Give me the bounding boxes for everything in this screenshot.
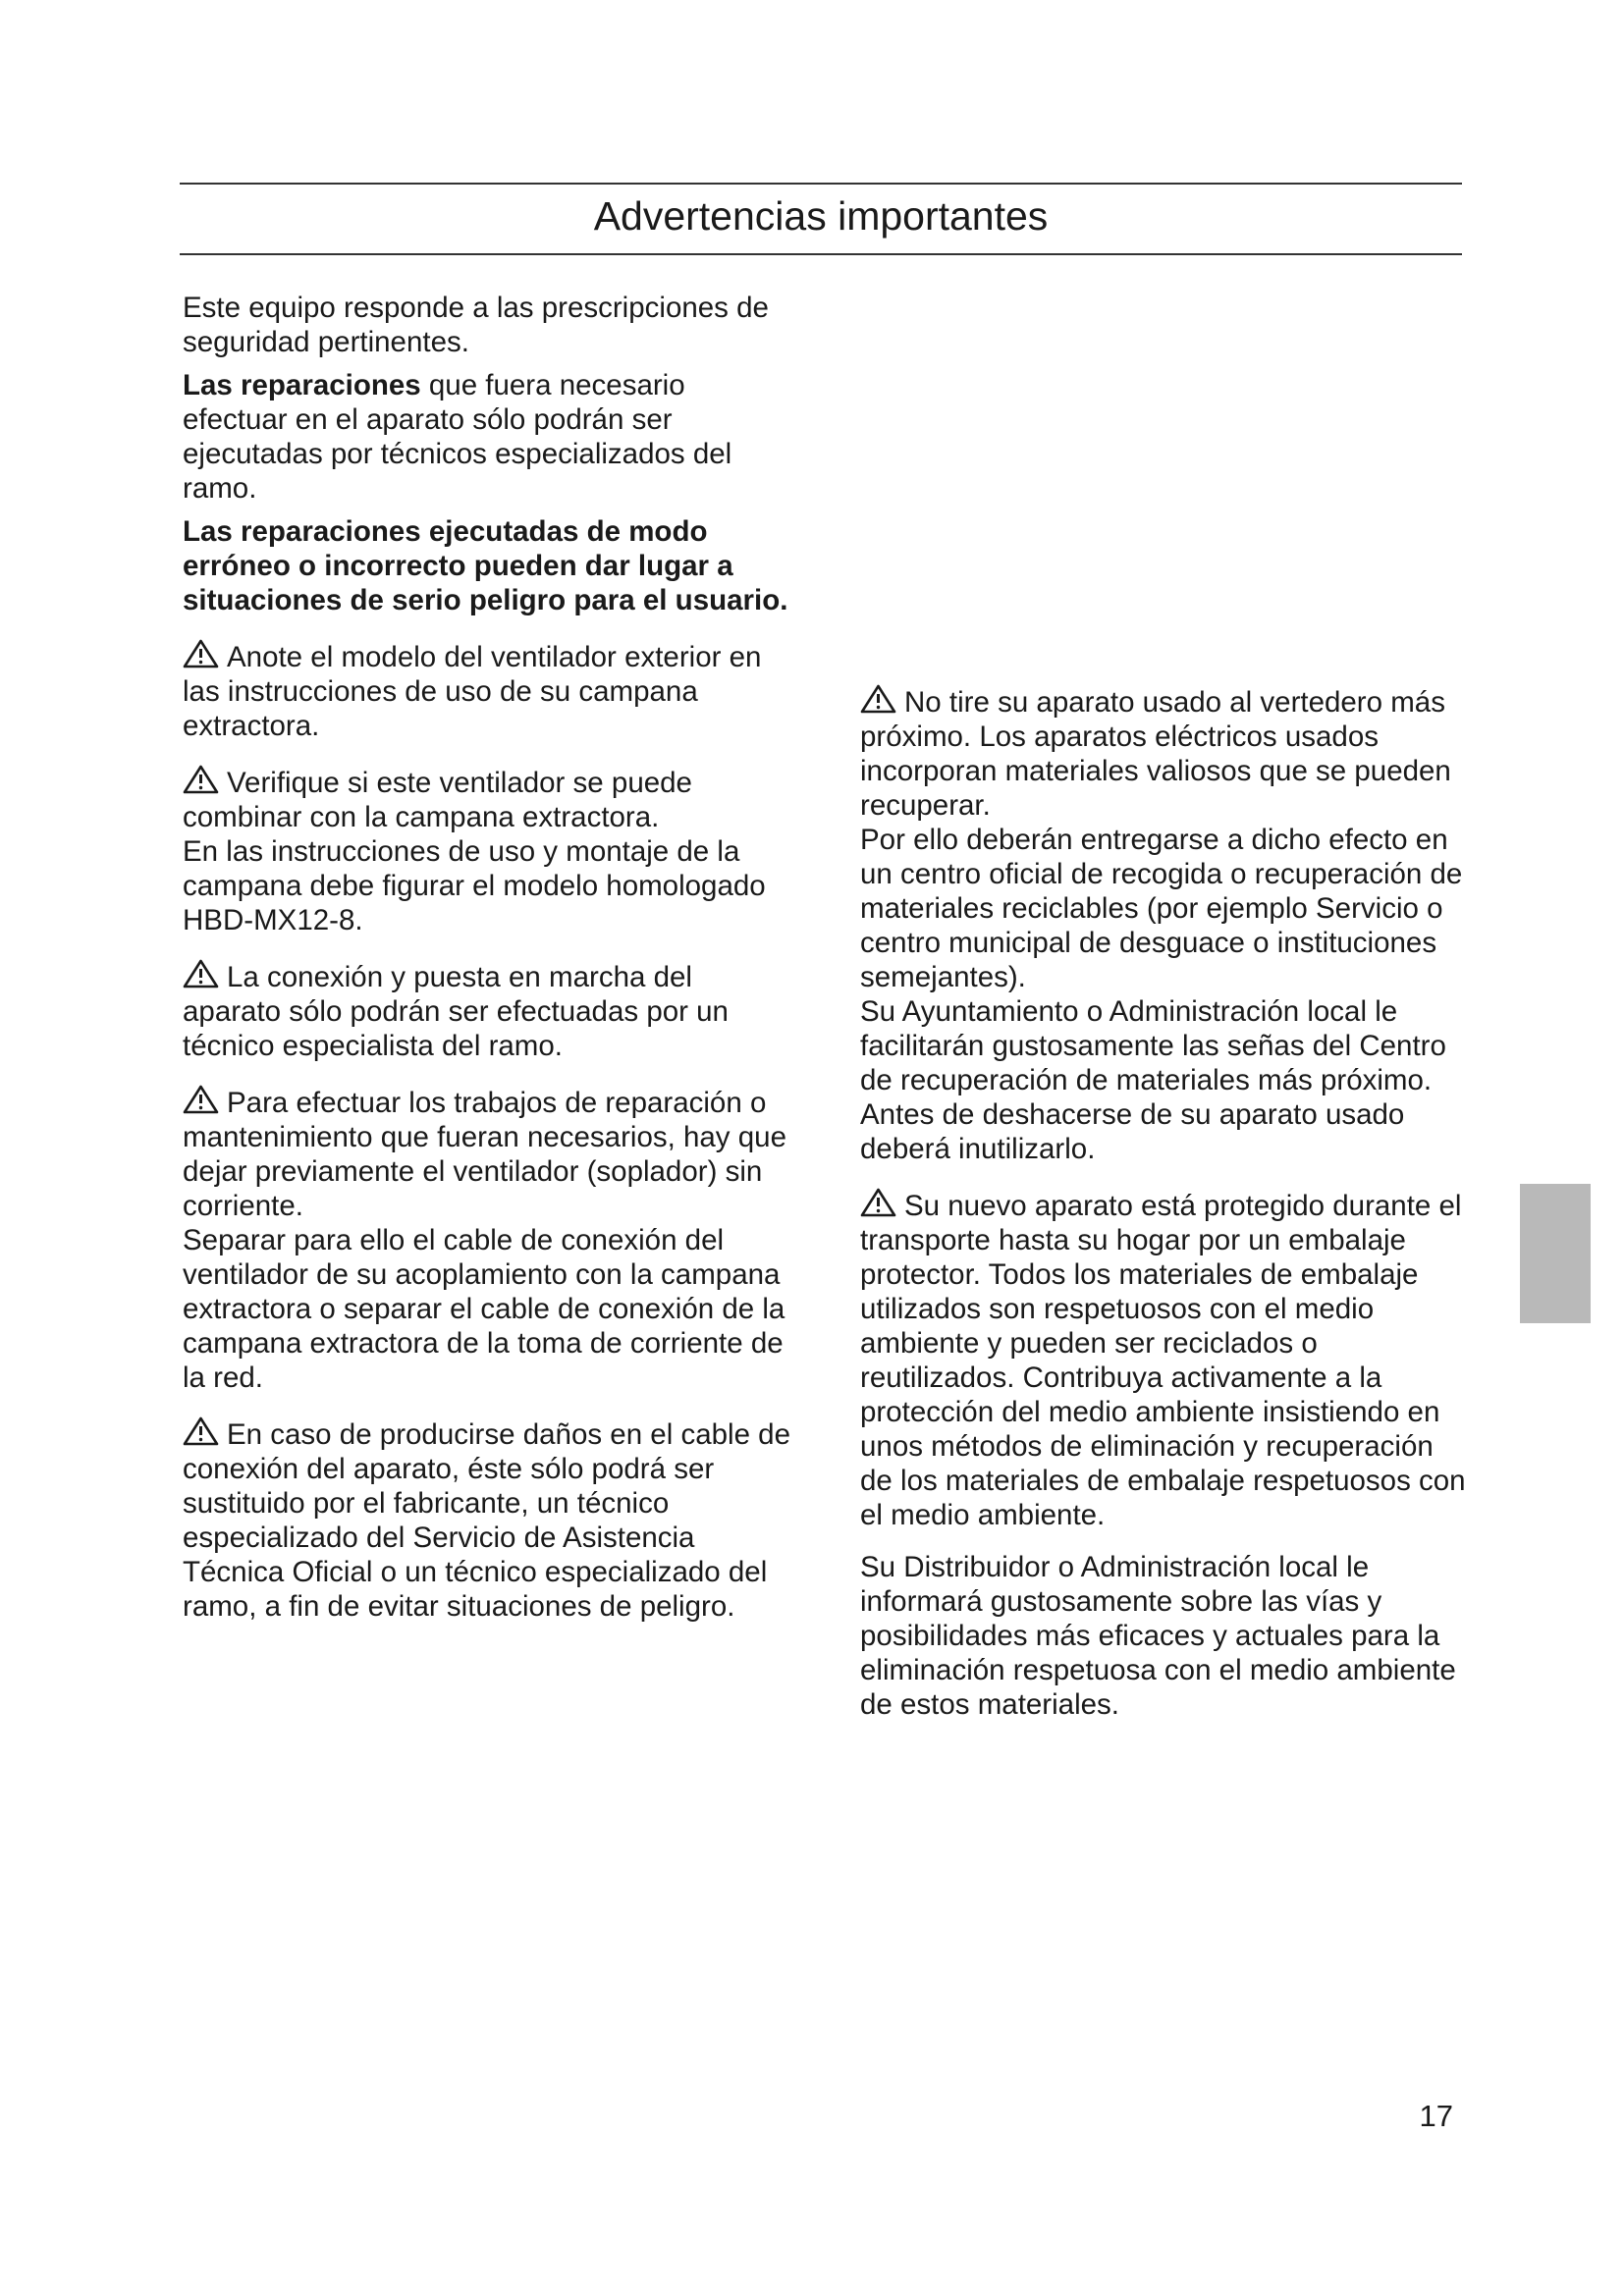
repairs-paragraph — [183, 368, 791, 506]
warning-text: La conexión y puesta en marcha del aparato sólo podrán ser efectuadas por un técnico especialista del ramo. — [183, 961, 729, 1062]
intro-paragraph: Este equipo responde a las prescripciones de seguridad pertinentes. — [183, 292, 769, 358]
recycling-paragraph: Su Ayuntamiento o Administración local le facilitarán gustosamente las señas del Centro de recuperación de materiales más próximo. — [860, 995, 1446, 1096]
page-title: Advertencias importantes — [593, 193, 1049, 239]
repairs-text: que fuera necesario efectuar en el aparato sólo podrán ser ejecutadas por técnicos especializados del ramo. — [183, 369, 732, 505]
warning-triangle-icon — [860, 1188, 896, 1217]
warning-extra-text: En las instrucciones de uso y montaje de la campana debe figurar el modelo homologado HBD-MX12-8. — [183, 835, 766, 936]
warning-text: Para efectuar los trabajos de reparación o mantenimiento que fueran necesarios, hay que dejar previamente el ventilador (soplador) sin corriente. — [183, 1087, 786, 1222]
warning-extra-text: Separar para ello el cable de conexión del ventilador de su acoplamiento con la campana extractora o separar el cable de conexión de la campana extractora de la toma de corriente de la red. — [183, 1224, 785, 1394]
warning-item — [183, 1416, 791, 1624]
page-number: 17 — [1419, 2099, 1453, 2133]
recycling-paragraph: Antes de deshacerse de su aparato usado deberá inutilizarlo. — [860, 1098, 1405, 1165]
warning-item — [860, 1188, 1469, 1532]
warning-item — [183, 765, 791, 834]
recycling-paragraph: Por ello deberán entregarse a dicho efecto en un centro oficial de recogida o recuperación de materiales reciclables (por ejemplo Servicio o centro municipal de desguace o instituciones semejantes). — [860, 824, 1463, 993]
warning-text: Su nuevo aparato está protegido durante el transporte hasta su hogar por un embalaje protector. Todos los materiales de embalaje utilizados son respetuosos con el medio ambiente y pueden ser reciclados o reutilizados. Contribuya activamente a la protección del medio ambiente insistiendo en unos métodos de eliminación y recuperación de los materiales de embalaje respetuosos con el medio ambiente. — [860, 1190, 1466, 1531]
warning-item — [183, 639, 791, 743]
bold-warning-paragraph: Las reparaciones ejecutadas de modo erróneo o incorrecto pueden dar lugar a situaciones de serio peligro para el usuario. — [183, 515, 788, 616]
warning-triangle-icon — [183, 765, 219, 794]
left-column — [183, 291, 791, 1645]
distributor-paragraph: Su Distribuidor o Administración local le informará gustosamente sobre las vías y posibilidades más eficaces y actuales para la eliminación respetuosa con el medio ambiente de estos materiales. — [860, 1551, 1456, 1721]
header-bottom-rule — [180, 253, 1462, 255]
header-top-rule — [180, 183, 1462, 185]
warning-item — [183, 959, 791, 1063]
warning-text: No tire su aparato usado al vertedero más próximo. Los aparatos eléctricos usados incorporan materiales valiosos que se pueden recuperar. — [860, 686, 1451, 822]
warning-text: Verifique si este ventilador se puede combinar con la campana extractora. — [183, 767, 692, 833]
warning-triangle-icon — [183, 959, 219, 988]
side-tab-marker — [1520, 1184, 1591, 1323]
warning-triangle-icon — [183, 1416, 219, 1446]
warning-text: En caso de producirse daños en el cable de conexión del aparato, éste sólo podrá ser sustituido por el fabricante, un técnico especializado del Servicio de Asistencia Técnica Oficial o un técnico especializado del ramo, a fin de evitar situaciones de peligro. — [183, 1418, 790, 1623]
repairs-bold-lead: Las reparaciones — [183, 369, 421, 401]
warning-triangle-icon — [183, 639, 219, 668]
warning-item — [183, 1085, 791, 1223]
warning-item — [860, 684, 1469, 823]
warning-text: Anote el modelo del ventilador exterior en las instrucciones de uso de su campana extractora. — [183, 641, 762, 742]
warning-triangle-icon — [860, 684, 896, 714]
right-column — [860, 684, 1469, 1722]
warning-triangle-icon — [183, 1085, 219, 1114]
